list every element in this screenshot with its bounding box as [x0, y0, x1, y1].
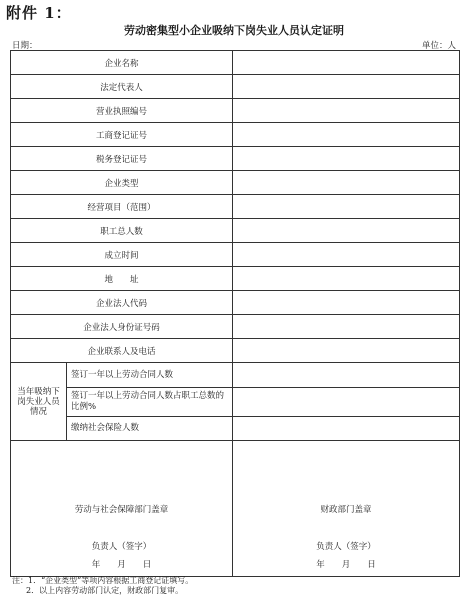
row-label: 缴纳社会保险人数 [67, 417, 233, 441]
labor-seal-date: 年 月 日 [91, 560, 152, 570]
row-label: 职工总人数 [11, 219, 233, 243]
notes [12, 576, 193, 596]
attachment-label: 附件 1： [6, 4, 72, 22]
row-label: 地 址 [11, 267, 233, 291]
note-line-1: 注：1．“企业类型”等项内容根据工商登记证填写。 [12, 576, 194, 585]
note-line-2: 2．以上内容劳动部门认定，财政部门复审。 [26, 586, 184, 595]
table-row [11, 147, 460, 171]
row-label: 企业名称 [11, 51, 233, 75]
table-row [11, 123, 460, 147]
row-label: 营业执照编号 [11, 99, 233, 123]
value-cell[interactable] [233, 99, 460, 123]
table-row [11, 441, 460, 577]
group-label: 当年吸纳下岗失业人员情况 [11, 363, 67, 441]
table-row [11, 171, 460, 195]
value-cell[interactable] [233, 339, 460, 363]
value-cell[interactable] [233, 388, 460, 417]
value-cell[interactable] [233, 51, 460, 75]
row-label: 税务登记证号 [11, 147, 233, 171]
finance-seal-date: 年 月 日 [316, 560, 376, 570]
row-label: 签订一年以上劳动合同人数占职工总数的比例% [67, 388, 233, 417]
value-cell[interactable] [233, 315, 460, 339]
value-cell[interactable] [233, 417, 460, 441]
value-cell[interactable] [233, 195, 460, 219]
value-cell[interactable] [233, 147, 460, 171]
value-cell[interactable] [233, 171, 460, 195]
table-row [11, 291, 460, 315]
finance-dept-seal-area[interactable] [233, 441, 460, 577]
table-row [11, 267, 460, 291]
table-row [11, 243, 460, 267]
row-label: 企业法人身份证号码 [11, 315, 233, 339]
table-row [11, 51, 460, 75]
value-cell[interactable] [233, 243, 460, 267]
unit-label: 单位：人 [421, 41, 456, 51]
row-label: 签订一年以上劳动合同人数 [67, 363, 233, 388]
value-cell[interactable] [233, 291, 460, 315]
table-row [11, 363, 460, 388]
row-label: 企业法人代码 [11, 291, 233, 315]
finance-signer-label: 负责人（签字） [316, 542, 376, 552]
table-row [11, 388, 460, 417]
table-row [11, 195, 460, 219]
form-title: 劳动密集型小企业吸纳下岗失业人员认定证明 [124, 24, 344, 37]
certification-form-table [10, 50, 460, 577]
value-cell[interactable] [233, 219, 460, 243]
value-cell[interactable] [233, 363, 460, 388]
table-row [11, 99, 460, 123]
labor-dept-seal-title: 劳动与社会保障部门盖章 [74, 504, 169, 515]
table-row [11, 75, 460, 99]
row-label: 企业类型 [11, 171, 233, 195]
value-cell[interactable] [233, 123, 460, 147]
value-cell[interactable] [233, 75, 460, 99]
value-cell[interactable] [233, 267, 460, 291]
table-row [11, 339, 460, 363]
table-row [11, 315, 460, 339]
row-label: 企业联系人及电话 [11, 339, 233, 363]
finance-dept-seal-title: 财政部门盖章 [320, 504, 372, 515]
labor-dept-seal-area[interactable] [11, 441, 233, 577]
table-row [11, 219, 460, 243]
labor-signer-label: 负责人（签字） [91, 542, 152, 552]
row-label: 法定代表人 [11, 75, 233, 99]
row-label: 工商登记证号 [11, 123, 233, 147]
row-label: 成立时间 [11, 243, 233, 267]
date-label: 日期： [12, 41, 38, 51]
row-label: 经营项目（范围） [11, 195, 233, 219]
table-row [11, 417, 460, 441]
